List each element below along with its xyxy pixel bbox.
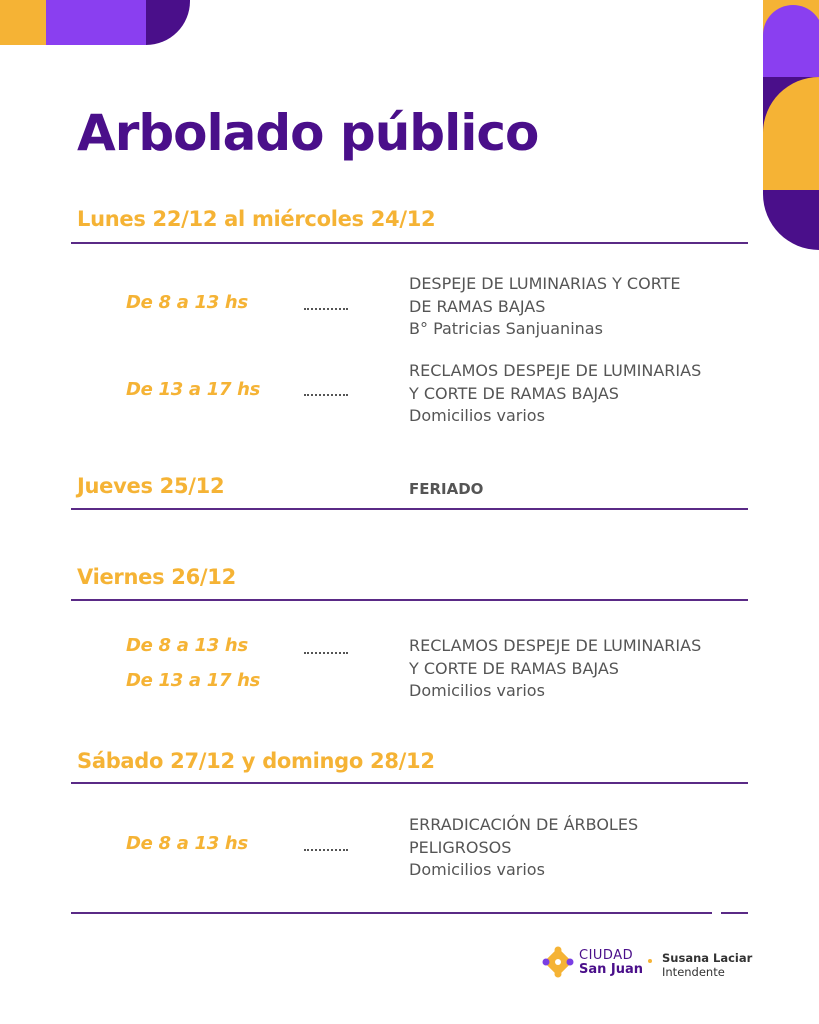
section-heading-friday: Viernes 26/12	[77, 565, 236, 589]
activity-line: Y CORTE DE RAMAS BAJAS	[409, 383, 619, 403]
decor-top-left	[0, 0, 190, 45]
section-divider	[71, 599, 748, 601]
activity-place: B° Patricias Sanjuaninas	[409, 319, 603, 338]
leader-dots	[304, 308, 348, 310]
bottom-divider-short	[721, 912, 748, 914]
activity-line: RECLAMOS DESPEJE DE LUMINARIAS	[409, 361, 702, 380]
mayor-name: Susana Laciar	[662, 951, 753, 965]
activity-block	[409, 273, 749, 341]
brand-line-2: San Juan	[579, 962, 644, 977]
activity-line: ERRADICACIÓN DE ÁRBOLES	[409, 815, 639, 834]
section-divider	[71, 242, 748, 244]
activity-place: Domicilios varios	[409, 681, 545, 700]
ciudad-san-juan-logo-icon	[542, 946, 574, 983]
activity-block	[409, 814, 749, 882]
time-slot: De 8 a 13 hs	[126, 833, 248, 854]
activity-block	[409, 635, 749, 703]
section-divider	[71, 782, 748, 784]
time-slot: De 8 a 13 hs	[126, 292, 248, 313]
section-heading-weekdays: Lunes 22/12 al miércoles 24/12	[77, 207, 436, 231]
section-divider	[71, 508, 748, 510]
time-slot: De 13 a 17 hs	[126, 670, 261, 691]
section-heading-thursday: Jueves 25/12	[77, 474, 225, 498]
leader-dots	[304, 394, 348, 396]
activity-line: DESPEJE DE LUMINARIAS Y CORTE	[409, 274, 681, 293]
separator-dot	[648, 959, 652, 963]
activity-block	[409, 360, 749, 428]
activity-line: DE RAMAS BAJAS	[409, 296, 546, 316]
leader-dots	[304, 849, 348, 851]
leader-dots	[304, 652, 348, 654]
page-title: Arbolado público	[77, 104, 539, 162]
activity-line: PELIGROSOS	[409, 837, 512, 857]
decor-top-right	[763, 0, 819, 250]
activity-place: Domicilios varios	[409, 860, 545, 879]
bottom-divider	[71, 912, 712, 914]
activity-line: Y CORTE DE RAMAS BAJAS	[409, 658, 619, 678]
time-slot: De 8 a 13 hs	[126, 635, 248, 656]
activity-place: Domicilios varios	[409, 406, 545, 425]
section-heading-weekend: Sábado 27/12 y domingo 28/12	[77, 749, 435, 773]
brand-line-1: CIUDAD	[579, 948, 634, 963]
time-slot: De 13 a 17 hs	[126, 379, 261, 400]
activity-line: RECLAMOS DESPEJE DE LUMINARIAS	[409, 636, 702, 655]
holiday-note: FERIADO	[409, 480, 484, 498]
mayor-role: Intendente	[662, 965, 725, 979]
